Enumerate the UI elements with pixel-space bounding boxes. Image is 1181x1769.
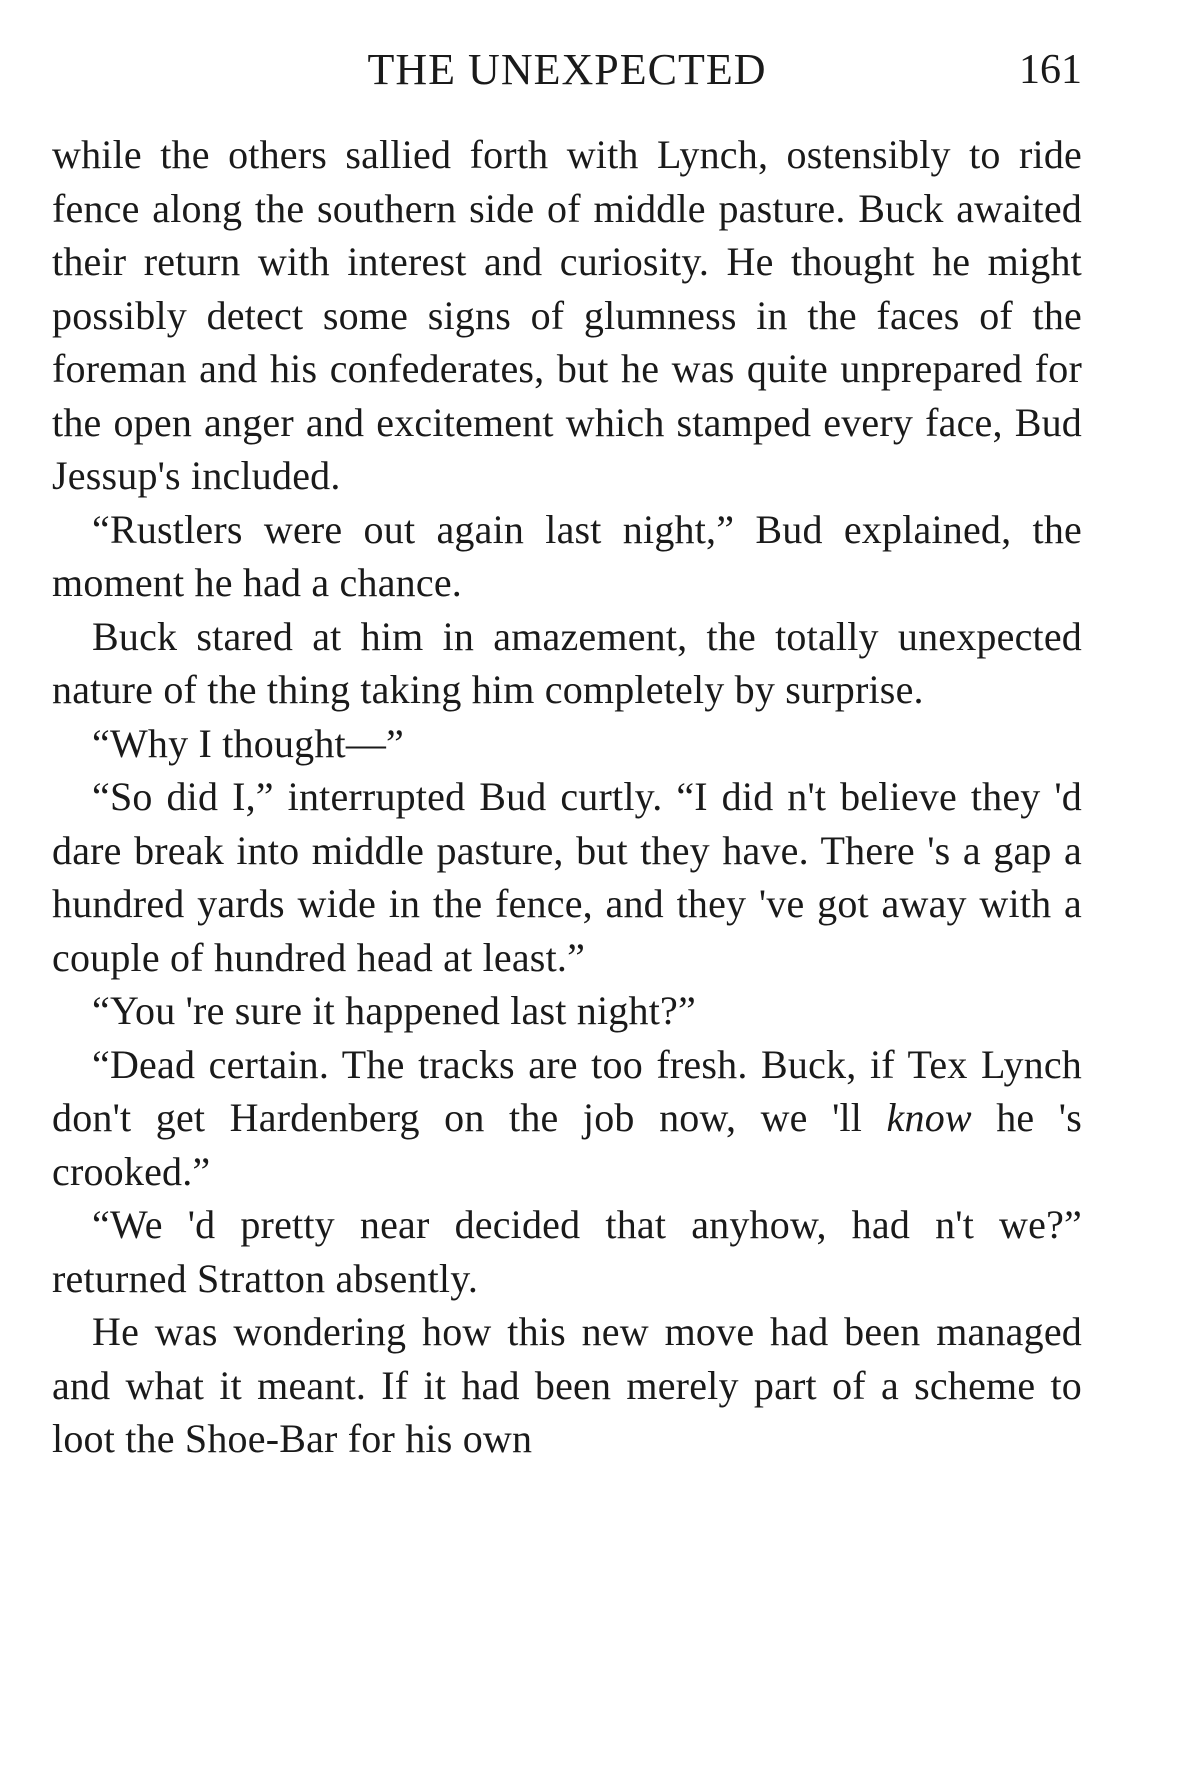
paragraph: “Rustlers were out again last night,” Bud explained, the moment he had a chance. xyxy=(52,506,1082,605)
paragraph: He was wondering how this new move had been managed and what it meant. If it had been merely part of a scheme to loot the Shoe-Bar for his own xyxy=(52,1309,1082,1461)
paragraph-text: he 's crooked.” xyxy=(52,1095,1082,1194)
paragraph: Buck stared at him in amazement, the totally unexpected nature of the thing taking him completely by surprise. xyxy=(52,613,1082,712)
paragraph-text: “Dead certain. The tracks are too fresh. Buck, if Tex Lynch don't get Hardenberg on the job now, we 'll xyxy=(52,1041,1082,1140)
chapter-title: THE UNEXPECTED xyxy=(367,45,767,94)
paragraph: “You 're sure it happened last night?” xyxy=(92,988,696,1033)
page-number: 161 xyxy=(1019,47,1082,93)
paragraph xyxy=(52,1038,1082,1199)
paragraph: “We 'd pretty near decided that anyhow, had n't we?” returned Stratton absently. xyxy=(52,1202,1082,1301)
body-text xyxy=(52,128,1082,1466)
paragraph: “Why I thought—” xyxy=(92,720,405,766)
paragraph: “So did I,” interrupted Bud curtly. “I did n't believe they 'd dare break into middle pasture, but they have. There 's a gap a hundred yards wide in the fence, and they 've got away with a couple of hundred head at least.” xyxy=(52,774,1082,980)
emphasized-word: know xyxy=(886,1095,972,1140)
running-head xyxy=(52,40,1082,100)
paragraph: while the others sallied forth with Lynch, ostensibly to ride fence along the southern side of middle pasture. Buck awaited their return with interest and curiosity. He thought he might possibly detect some signs of glumness in the faces of the foreman and his confederates, but he was quite unprepared for the open anger and excitement which stamped every face, Bud Jessup's included. xyxy=(52,132,1082,498)
